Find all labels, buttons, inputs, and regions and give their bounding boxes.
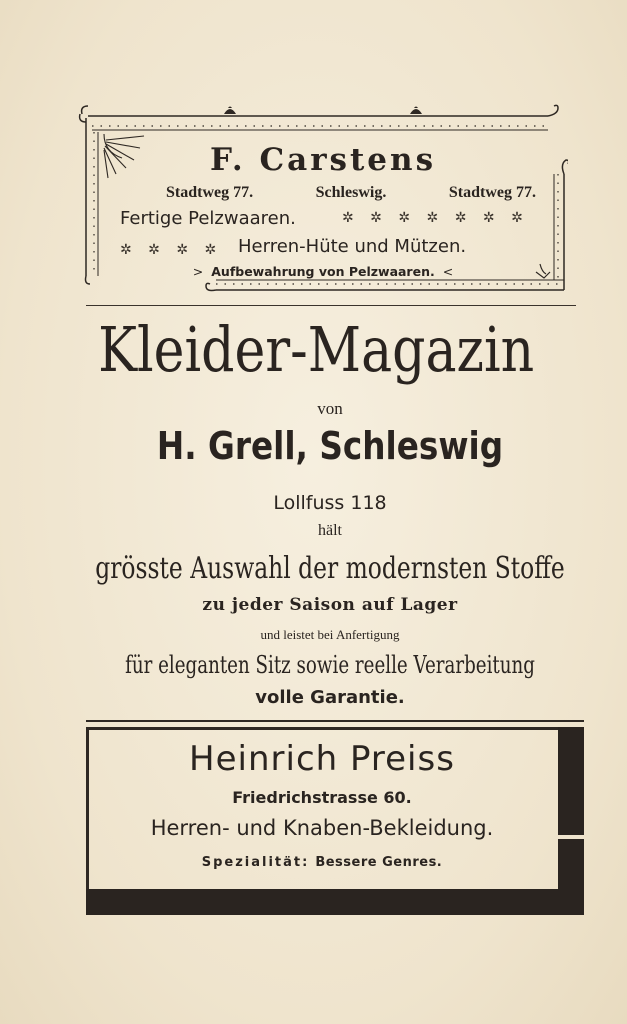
kleider-magazin-heading: Kleider-Magazin xyxy=(98,313,535,386)
star-ornament-row-2: ✲ ✲ ✲ ✲ xyxy=(120,242,223,258)
frame-gap xyxy=(558,835,584,839)
star-ornament-row: ✲ ✲ ✲ ✲ ✲ ✲ ✲ xyxy=(342,210,529,226)
preiss-name: Heinrich Preiss xyxy=(189,739,455,779)
carstens-furs-line: Fertige Pelzwaaren. xyxy=(120,208,296,229)
season-line: zu jeder Saison auf Lager xyxy=(202,595,458,615)
speciality-label: Spezialität: xyxy=(201,855,310,870)
arrow-right-icon: > xyxy=(192,264,204,279)
carstens-title: F. Carstens xyxy=(209,142,437,178)
preiss-clothing-line: Herren- und Knaben-Bekleidung. xyxy=(150,816,494,840)
carstens-street-left: Stadtweg 77. xyxy=(166,184,254,201)
carstens-storage-text: Aufbewahrung von Pelzwaaren. xyxy=(211,264,435,279)
grell-address: Lollfuss 118 xyxy=(273,492,387,514)
guarantee-line: volle Garantie. xyxy=(255,687,405,708)
selection-line: grösste Auswahl der modernsten Stoffe xyxy=(95,551,565,586)
frame-top xyxy=(86,727,562,730)
preiss-street: Friedrichstrasse 60. xyxy=(232,788,412,807)
grell-name: H. Grell, Schleswig xyxy=(156,424,504,468)
tailoring-line: und leistet bei Anfertigung xyxy=(260,627,400,642)
divider-rule-2 xyxy=(86,720,584,722)
frame-shadow-bottom xyxy=(86,889,584,915)
carstens-hats-line: Herren-Hüte und Mützen. xyxy=(238,236,467,257)
carstens-address-row xyxy=(166,184,536,202)
arrow-left-icon: < xyxy=(442,264,454,279)
von-text: von xyxy=(317,399,343,418)
haelt-text: hält xyxy=(318,522,342,539)
frame-shadow-right xyxy=(558,727,584,889)
fit-line: für eleganten Sitz sowie reelle Verarbeitung xyxy=(125,651,535,679)
preiss-advertisement xyxy=(86,727,584,917)
speciality-value: Bessere Genres. xyxy=(315,855,443,870)
divider-rule xyxy=(86,305,576,306)
preiss-speciality-line xyxy=(86,855,558,870)
carstens-storage-line xyxy=(78,264,568,279)
carstens-street-right: Stadtweg 77. xyxy=(448,184,536,201)
carstens-advertisement xyxy=(78,104,568,300)
carstens-city: Schleswig. xyxy=(315,184,387,201)
